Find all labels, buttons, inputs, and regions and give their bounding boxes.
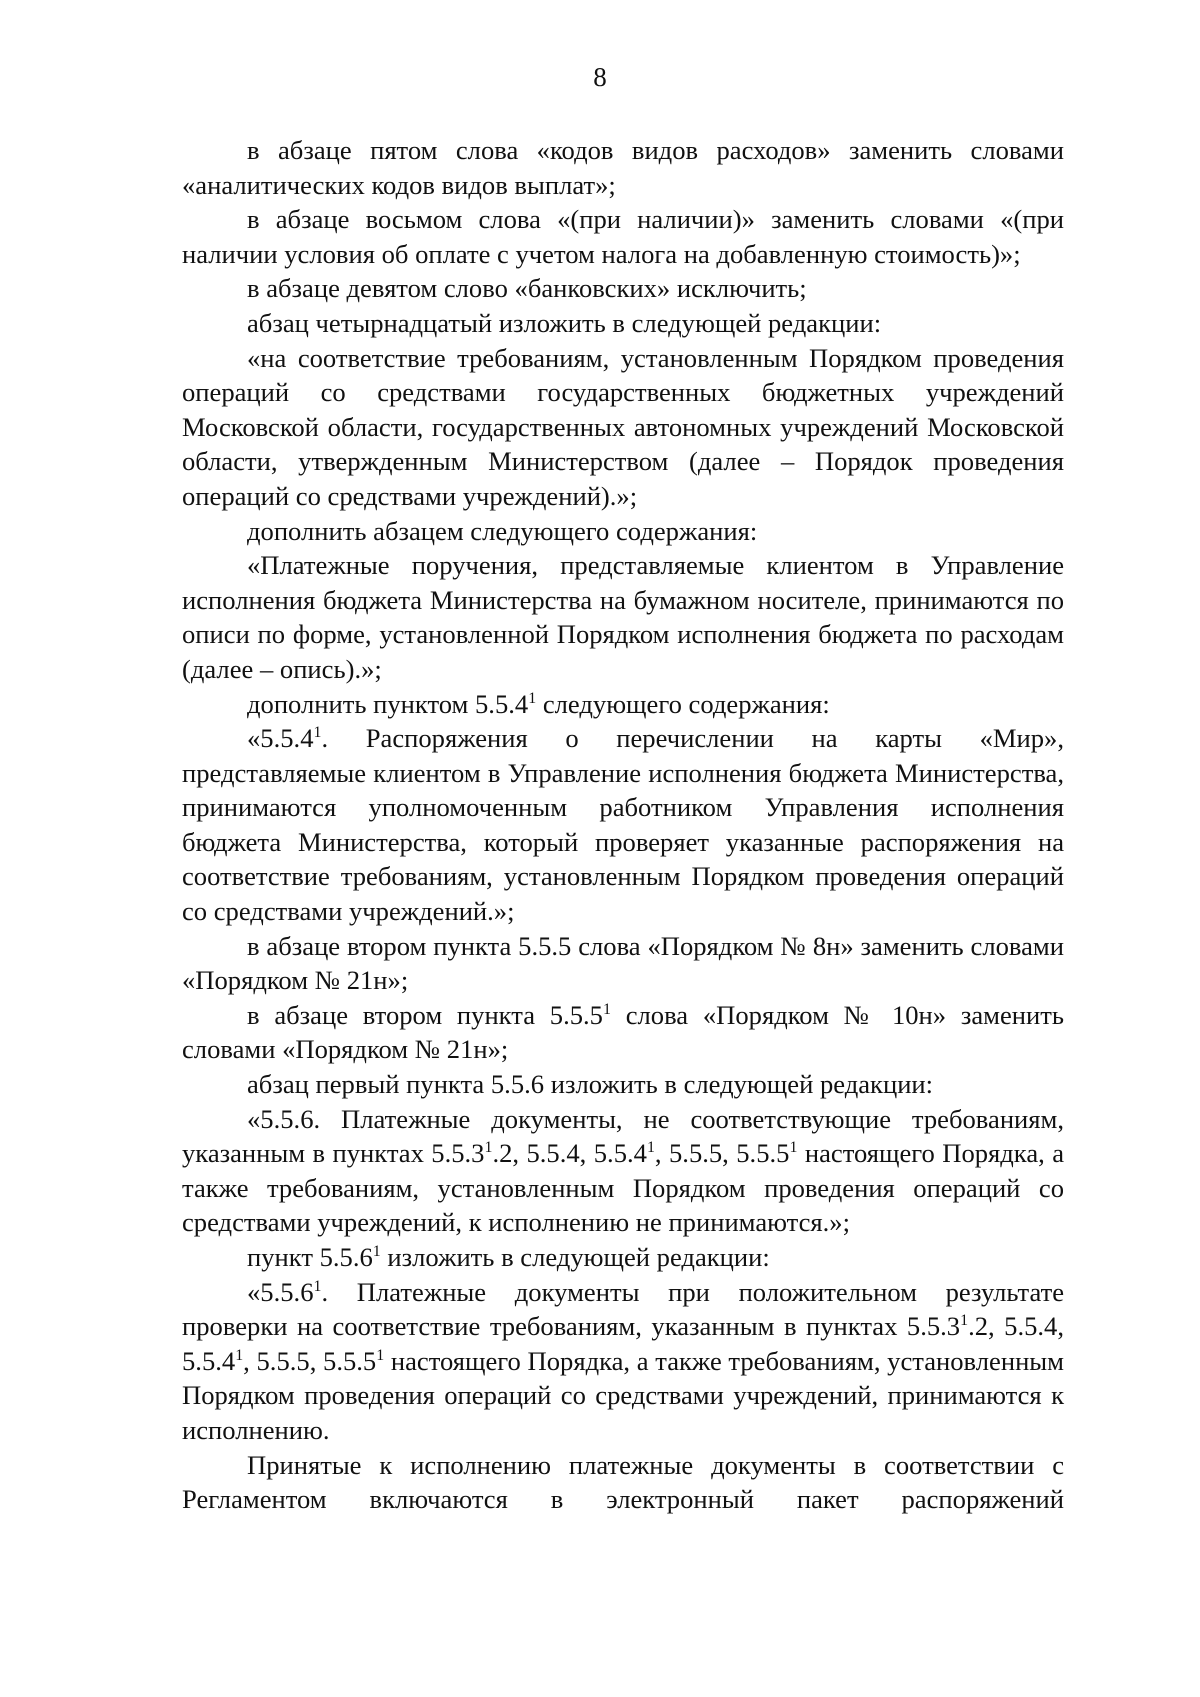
text-run: .2, 5.5.4, 5.5.4 — [182, 1311, 1065, 1376]
paragraph-15 — [182, 1275, 1064, 1448]
text-run: настоящего Порядка, а также требованиям, установленным Порядком проведения операций со средствами учреждений, принимаются к исполнению. — [182, 1345, 1064, 1445]
paragraph-6: дополнить абзацем следующего содержания: — [247, 515, 758, 546]
paragraph-7: «Платежные поручения, представляемые клиентом в Управление исполнения бюджета Министерства на бумажном носителе, принимаются по описи по форме, установленной Порядком исполнения бюджета по расходам (далее – опись).»; — [182, 550, 1064, 684]
superscript: 1 — [376, 1346, 385, 1364]
superscript: 1 — [235, 1346, 244, 1364]
paragraph-9 — [182, 721, 1064, 929]
text-run: , 5.5.5, 5.5.5 — [654, 1138, 790, 1169]
paragraph-3: в абзаце девятом слово «банковских» исключить; — [247, 273, 807, 304]
text-run: в абзаце втором пункта 5.5.5 — [247, 999, 603, 1030]
superscript: 1 — [484, 1139, 493, 1157]
paragraph-10: в абзаце втором пункта 5.5.5 слова «Порядком № 8н» заменить словами «Порядком № 21н»; — [182, 930, 1064, 996]
superscript: 1 — [372, 1243, 381, 1261]
text-run: следующего содержания: — [536, 688, 830, 719]
paragraph-2: в абзаце восьмом слова «(при наличии)» заменить словами «(при наличии условия об оплате с учетом налога на добавленную стоимость)»; — [182, 204, 1064, 269]
text-run: .2, 5.5.4, 5.5.4 — [492, 1138, 647, 1169]
document-body — [182, 133, 1064, 1517]
text-run: дополнить пунктом 5.5.4 — [247, 688, 529, 719]
paragraph-1: в абзаце пятом слова «кодов видов расходов» заменить словами «аналитических кодов видов выплат»; — [182, 135, 1064, 200]
text-run: . Платежные документы при положительном результате проверки на соответствие требованиям, указанным в пунктах 5.5.3 — [182, 1276, 1064, 1342]
paragraph-13 — [182, 1102, 1064, 1240]
paragraph-16: Принятые к исполнению платежные документы в соответствии с Регламентом включаются в электронный пакет распоряжений — [182, 1449, 1064, 1515]
page-number: 8 — [593, 62, 607, 92]
text-run: «5.5.6 — [247, 1276, 314, 1307]
text-run: слова «Порядком № 10н» заменить словами «Порядком № 21н»; — [182, 999, 1064, 1065]
text-run: «5.5.4 — [247, 723, 314, 754]
text-run: . Распоряжения о перечислении на карты «Мир», представляемые клиентом в Управление исполнения бюджета Министерства, принимаются уполномоченным работником Управления исполнения бюджета Министерства, который проверяет указанные распоряжения на соответствие требованиям, установленным Порядком проведения операций со средствами учреждений.»; — [182, 723, 1064, 927]
paragraph-8 — [182, 687, 1064, 722]
text-run: изложить в следующей редакции: — [380, 1242, 770, 1272]
paragraph-11 — [182, 998, 1064, 1067]
superscript: 1 — [313, 724, 322, 742]
superscript: 1 — [528, 689, 537, 707]
superscript: 1 — [789, 1139, 798, 1157]
text-run: пункт 5.5.6 — [247, 1242, 373, 1272]
superscript: 1 — [960, 1312, 969, 1330]
superscript: 1 — [646, 1139, 655, 1157]
superscript: 1 — [602, 1000, 611, 1018]
paragraph-14 — [182, 1240, 1064, 1275]
text-run: , 5.5.5, 5.5.5 — [243, 1345, 377, 1376]
paragraph-12: абзац первый пункта 5.5.6 изложить в следующей редакции: — [247, 1069, 934, 1100]
paragraph-5: «на соответствие требованиям, установленным Порядком проведения операций со средствами государственных бюджетных учреждений Московской области, государственных автономных учреждений Московской области, утвержденным Министерством (далее – Порядок проведения операций со средствами учреждений).»; — [182, 342, 1064, 511]
paragraph-4: абзац четырнадцатый изложить в следующей редакции: — [247, 307, 882, 338]
superscript: 1 — [313, 1277, 322, 1295]
text-run: настоящего Порядка, а также требованиям, установленным Порядком проведения операций со средствами учреждений, к исполнению не принимаются.»; — [182, 1138, 1064, 1238]
text-run: «5.5.6. Платежные документы, не соответствующие требованиям, указанным в пунктах 5.5.3 — [182, 1103, 1064, 1169]
